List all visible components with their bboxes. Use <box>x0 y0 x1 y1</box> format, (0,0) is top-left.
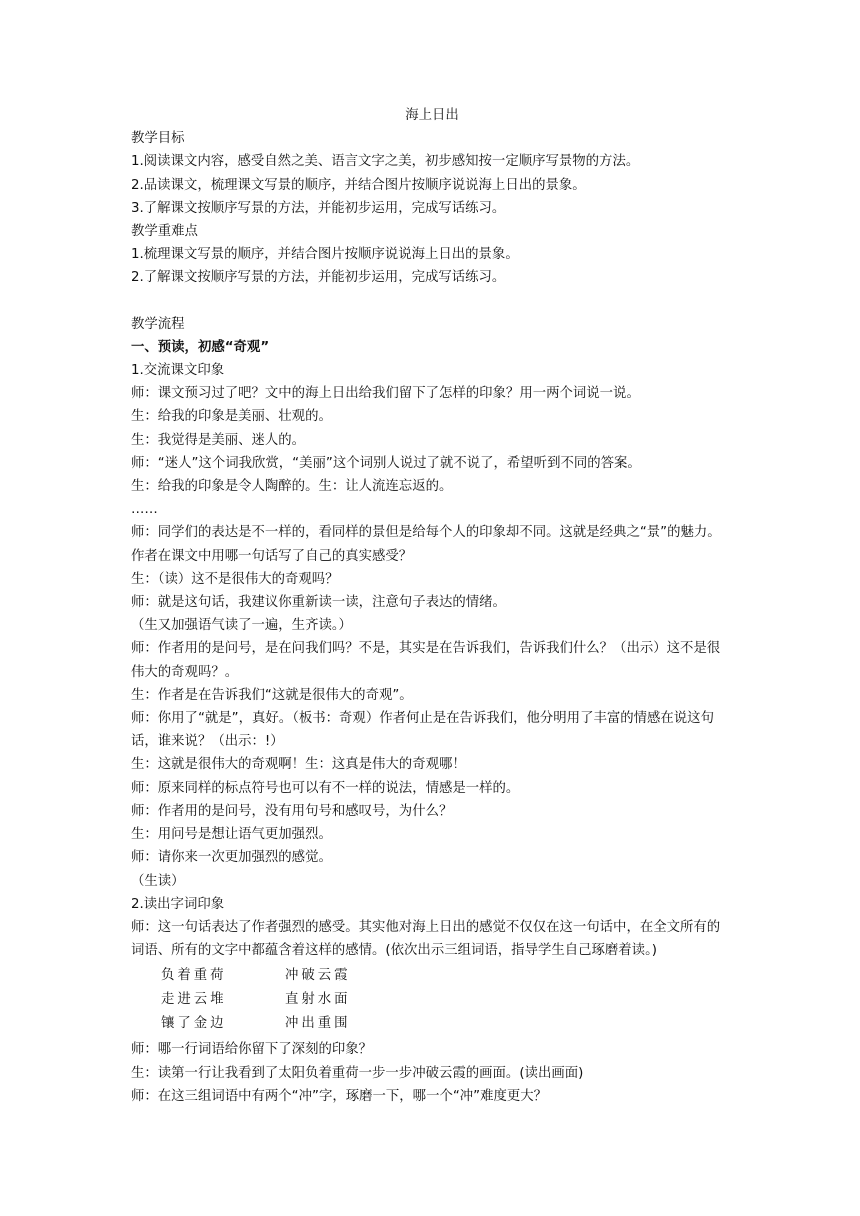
word-row <box>161 964 733 988</box>
process-heading: 教学流程 <box>131 316 185 332</box>
dialogue-line: 师：作者用的是问号，是在问我们吗？不是，其实是在告诉我们，告诉我们什么？（出示）这不是很伟大的奇观吗？。 <box>131 641 721 680</box>
dialogue-line: 师：哪一行词语给你留下了深刻的印象？ <box>131 1042 373 1058</box>
dialogue-line: 师：同学们的表达是不一样的，看同样的景但是给每个人的印象却不同。这就是经典之“景”的魅力。作者在课文中用哪一句话写了自己的真实感受？ <box>131 525 721 564</box>
keypoints-heading: 教学重难点 <box>131 224 198 240</box>
word-phrase: 负着重荷 <box>161 968 227 984</box>
word-row <box>161 1012 733 1036</box>
dialogue-line: 师：就是这句话，我建议你重新读一读，注意句子表达的情绪。 <box>131 595 506 611</box>
goal-item: 2.品读课文，梳理课文写景的顺序，并结合图片按顺序说说海上日出的景象。 <box>131 177 586 193</box>
ellipsis-line: …… <box>131 502 158 518</box>
dialogue-line: 师：课文预习过了吧？文中的海上日出给我们留下了怎样的印象？用一两个词说一说。 <box>131 386 640 402</box>
document-title: 海上日出 <box>405 108 459 123</box>
word-phrase: 直射水面 <box>285 992 351 1008</box>
spacer <box>131 290 733 313</box>
dialogue-line: 师：这一句话表达了作者强烈的感受。其实他对海上日出的感觉不仅仅在这一句话中，在全文所有的词语、所有的文字中都蕴含着这样的感情。(依次出示三组词语，指导学生自己琢磨着读。) <box>131 919 721 959</box>
keypoint-item: 2.了解课文按顺序写景的方法，并能初步运用，完成写话练习。 <box>131 270 506 286</box>
dialogue-line: 生：（读）这不是很伟大的奇观吗？ <box>131 571 339 587</box>
dialogue-line: 生：作者是在告诉我们“这就是很伟大的奇观”。 <box>131 687 413 703</box>
dialogue-line: 生：我觉得是美丽、迷人的。 <box>131 432 306 448</box>
dialogue-line: 生：读第一行让我看到了太阳负着重荷一步一步冲破云霞的画面。(读出画面) <box>131 1065 584 1081</box>
subsection-heading: 1.交流课文印象 <box>131 363 225 379</box>
word-groups <box>161 964 733 1036</box>
dialogue-line: 师：你用了“就是”，真好。（板书：奇观）作者何止是在告诉我们，他分明用了丰富的情感在说这句话，谁来说？（出示：!） <box>131 711 714 750</box>
dialogue-line: 师：在这三组词语中有两个“冲”字，琢磨一下，哪一个“冲”难度更大？ <box>131 1088 548 1104</box>
dialogue-line: 师：原来同样的标点符号也可以有不一样的说法，情感是一样的。 <box>131 780 520 796</box>
subsection-heading: 2.读出字词印象 <box>131 896 225 912</box>
keypoint-item: 1.梳理课文写景的顺序，并结合图片按顺序说说海上日出的景象。 <box>131 247 519 263</box>
dialogue-line: 师：请你来一次更加强烈的感觉。 <box>131 850 332 866</box>
goals-heading: 教学目标 <box>131 131 185 147</box>
word-phrase: 冲破云霞 <box>285 968 351 984</box>
dialogue-line: 师：作者用的是问号，没有用句号和感叹号，为什么？ <box>131 803 453 819</box>
goal-item: 1.阅读课文内容，感受自然之美、语言文字之美，初步感知按一定顺序写景物的方法。 <box>131 154 640 170</box>
word-row <box>161 988 733 1012</box>
dialogue-line: 生：给我的印象是令人陶醉的。生：让人流连忘返的。 <box>131 479 453 495</box>
dialogue-line: （生读） <box>131 873 185 889</box>
dialogue-line: 生：这就是很伟大的奇观啊！生：这真是伟大的奇观哪！ <box>131 757 466 773</box>
word-phrase: 镶了金边 <box>161 1016 227 1032</box>
dialogue-line: 生：给我的印象是美丽、壮观的。 <box>131 409 332 425</box>
word-phrase: 冲出重围 <box>285 1016 351 1032</box>
goal-item: 3.了解课文按顺序写景的方法，并能初步运用，完成写话练习。 <box>131 200 506 216</box>
section-heading: 一、预读，初感“奇观” <box>131 339 270 355</box>
dialogue-line: （生又加强语气读了一遍，生齐读。） <box>131 618 352 634</box>
word-phrase: 走进云堆 <box>161 992 227 1008</box>
document-body <box>131 104 733 1108</box>
dialogue-line: 生：用问号是想让语气更加强烈。 <box>131 827 332 843</box>
dialogue-line: 师：“迷人”这个词我欣赏，“美丽”这个词别人说过了就不说了，希望听到不同的答案。 <box>131 455 641 471</box>
